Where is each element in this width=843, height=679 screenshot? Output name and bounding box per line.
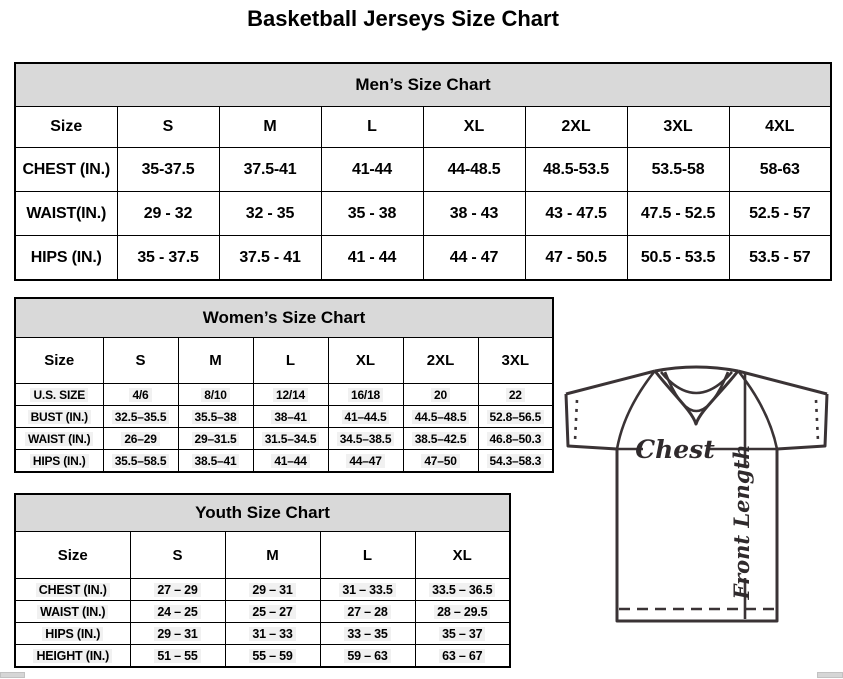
size-cell: 52.5 - 57 bbox=[729, 192, 831, 236]
size-cell: 47 - 50.5 bbox=[525, 236, 627, 281]
table-row bbox=[15, 623, 510, 645]
column-header: L bbox=[253, 338, 328, 384]
column-header: Size bbox=[15, 338, 103, 384]
horizontal-scrollbar-left-button[interactable] bbox=[0, 672, 25, 678]
cell-value: 24 – 25 bbox=[154, 605, 200, 619]
size-cell: 35-37.5 bbox=[117, 148, 219, 192]
row-label bbox=[15, 450, 103, 473]
cell-value: 44.5–48.5 bbox=[412, 410, 470, 424]
size-cell bbox=[403, 384, 478, 406]
cell-value: 12/14 bbox=[273, 388, 308, 402]
size-cell: 41-44 bbox=[321, 148, 423, 192]
table-row bbox=[15, 601, 510, 623]
size-cell bbox=[320, 601, 415, 623]
size-cell: 32 - 35 bbox=[219, 192, 321, 236]
size-cell: 37.5-41 bbox=[219, 148, 321, 192]
row-label bbox=[15, 645, 130, 668]
jersey-measurement-diagram bbox=[555, 358, 837, 628]
cell-value: 25 – 27 bbox=[249, 605, 295, 619]
cell-value: HEIGHT (IN.) bbox=[33, 649, 112, 663]
size-cell bbox=[130, 623, 225, 645]
front-length-label: Front Length bbox=[729, 444, 754, 600]
jersey-left-cuff-stitch bbox=[575, 400, 577, 441]
column-header: 4XL bbox=[729, 107, 831, 148]
cell-value: 35.5–58.5 bbox=[112, 454, 170, 468]
column-header: XL bbox=[415, 532, 510, 579]
cell-value: 55 – 59 bbox=[249, 649, 295, 663]
cell-value: 47–50 bbox=[421, 454, 459, 468]
cell-value: 33.5 – 36.5 bbox=[429, 583, 495, 597]
table-row bbox=[15, 148, 831, 192]
column-header: 2XL bbox=[525, 107, 627, 148]
cell-value: 35.5–38 bbox=[192, 410, 240, 424]
size-cell bbox=[403, 450, 478, 473]
table-row bbox=[15, 428, 553, 450]
column-header: 2XL bbox=[403, 338, 478, 384]
womens-size-table bbox=[14, 297, 554, 473]
cell-value: WAIST (IN.) bbox=[37, 605, 108, 619]
table-row bbox=[15, 579, 510, 601]
cell-value: 41–44.5 bbox=[342, 410, 390, 424]
size-cell: 47.5 - 52.5 bbox=[627, 192, 729, 236]
size-cell bbox=[415, 645, 510, 668]
cell-value: 31.5–34.5 bbox=[262, 432, 320, 446]
size-cell bbox=[328, 384, 403, 406]
cell-value: 51 – 55 bbox=[154, 649, 200, 663]
jersey-neck-top bbox=[655, 367, 738, 371]
size-cell: 58-63 bbox=[729, 148, 831, 192]
cell-value: 52.8–56.5 bbox=[487, 410, 545, 424]
cell-value: 44–47 bbox=[346, 454, 384, 468]
size-cell: 35 - 37.5 bbox=[117, 236, 219, 281]
size-cell bbox=[478, 406, 553, 428]
cell-value: 34.5–38.5 bbox=[337, 432, 395, 446]
jersey-right-sleeve bbox=[777, 394, 827, 449]
jersey-left-sleeve bbox=[566, 394, 617, 449]
row-label bbox=[15, 601, 130, 623]
jersey-collar-band-2 bbox=[665, 372, 728, 411]
mens-table-title: Men’s Size Chart bbox=[15, 63, 831, 107]
size-cell bbox=[103, 384, 178, 406]
cell-value: 46.8–50.3 bbox=[487, 432, 545, 446]
size-cell bbox=[253, 384, 328, 406]
size-cell bbox=[103, 450, 178, 473]
youth-table-title-row bbox=[15, 494, 510, 532]
cell-value: 27 – 29 bbox=[154, 583, 200, 597]
size-cell bbox=[478, 450, 553, 473]
cell-value: 35 – 37 bbox=[439, 627, 485, 641]
cell-value: 63 – 67 bbox=[439, 649, 485, 663]
cell-value: 29 – 31 bbox=[249, 583, 295, 597]
size-cell: 50.5 - 53.5 bbox=[627, 236, 729, 281]
size-cell: 44 - 47 bbox=[423, 236, 525, 281]
table-row bbox=[15, 192, 831, 236]
column-header: L bbox=[320, 532, 415, 579]
size-cell bbox=[225, 601, 320, 623]
size-cell bbox=[328, 450, 403, 473]
cell-value: 26–29 bbox=[121, 432, 159, 446]
size-cell bbox=[130, 645, 225, 668]
cell-value: 59 – 63 bbox=[344, 649, 390, 663]
row-label: HIPS (IN.) bbox=[15, 236, 117, 281]
column-header: S bbox=[130, 532, 225, 579]
row-label bbox=[15, 579, 130, 601]
column-header: M bbox=[219, 107, 321, 148]
cell-value: WAIST (IN.) bbox=[25, 432, 93, 446]
cell-value: BUST (IN.) bbox=[28, 410, 91, 424]
chest-label: Chest bbox=[635, 435, 715, 464]
table-row bbox=[15, 406, 553, 428]
table-row bbox=[15, 384, 553, 406]
cell-value: 20 bbox=[431, 388, 450, 402]
column-header: Size bbox=[15, 107, 117, 148]
cell-value: 29–31.5 bbox=[192, 432, 240, 446]
size-cell bbox=[403, 428, 478, 450]
column-header: Size bbox=[15, 532, 130, 579]
table-row bbox=[15, 450, 553, 473]
row-label bbox=[15, 384, 103, 406]
cell-value: 31 – 33 bbox=[249, 627, 295, 641]
cell-value: 31 – 33.5 bbox=[339, 583, 395, 597]
size-cell bbox=[328, 428, 403, 450]
size-cell bbox=[225, 623, 320, 645]
size-cell: 43 - 47.5 bbox=[525, 192, 627, 236]
page-title: Basketball Jerseys Size Chart bbox=[247, 6, 559, 31]
mens-size-table bbox=[14, 62, 832, 281]
column-header: L bbox=[321, 107, 423, 148]
size-cell bbox=[225, 645, 320, 668]
size-cell bbox=[403, 406, 478, 428]
size-cell bbox=[328, 406, 403, 428]
size-cell bbox=[103, 406, 178, 428]
size-cell: 44-48.5 bbox=[423, 148, 525, 192]
cell-value: 22 bbox=[506, 388, 525, 402]
row-label bbox=[15, 406, 103, 428]
table-row bbox=[15, 645, 510, 668]
size-cell bbox=[415, 601, 510, 623]
cell-value: CHEST (IN.) bbox=[36, 583, 110, 597]
womens-table-title-row bbox=[15, 298, 553, 338]
size-cell bbox=[253, 450, 328, 473]
size-cell bbox=[253, 428, 328, 450]
cell-value: 8/10 bbox=[201, 388, 230, 402]
size-cell: 53.5 - 57 bbox=[729, 236, 831, 281]
size-cell bbox=[225, 579, 320, 601]
column-header: 3XL bbox=[627, 107, 729, 148]
size-cell bbox=[253, 406, 328, 428]
size-cell bbox=[478, 384, 553, 406]
row-label bbox=[15, 623, 130, 645]
size-cell bbox=[478, 428, 553, 450]
cell-value: 33 – 35 bbox=[344, 627, 390, 641]
column-header: XL bbox=[423, 107, 525, 148]
table-row bbox=[15, 236, 831, 281]
cell-value: 41–44 bbox=[271, 454, 309, 468]
cell-value: 29 – 31 bbox=[154, 627, 200, 641]
cell-value: 16/18 bbox=[348, 388, 383, 402]
cell-value: 4/6 bbox=[129, 388, 151, 402]
cell-value: 54.3–58.3 bbox=[487, 454, 545, 468]
size-cell bbox=[178, 384, 253, 406]
size-cell bbox=[178, 406, 253, 428]
cell-value: 38.5–41 bbox=[192, 454, 240, 468]
youth-table-title: Youth Size Chart bbox=[15, 494, 510, 532]
size-cell bbox=[178, 450, 253, 473]
womens-header-row bbox=[15, 338, 553, 384]
row-label: CHEST (IN.) bbox=[15, 148, 117, 192]
womens-table-title: Women’s Size Chart bbox=[15, 298, 553, 338]
column-header: S bbox=[117, 107, 219, 148]
cell-value: 27 – 28 bbox=[344, 605, 390, 619]
column-header: M bbox=[178, 338, 253, 384]
column-header: M bbox=[225, 532, 320, 579]
size-cell bbox=[178, 428, 253, 450]
size-cell: 48.5-53.5 bbox=[525, 148, 627, 192]
size-cell bbox=[415, 579, 510, 601]
size-cell: 35 - 38 bbox=[321, 192, 423, 236]
cell-value: HIPS (IN.) bbox=[30, 454, 89, 468]
cell-value: 28 – 29.5 bbox=[434, 605, 490, 619]
horizontal-scrollbar-right-button[interactable] bbox=[817, 672, 843, 678]
column-header: S bbox=[103, 338, 178, 384]
row-label: WAIST(IN.) bbox=[15, 192, 117, 236]
column-header: XL bbox=[328, 338, 403, 384]
column-header: 3XL bbox=[478, 338, 553, 384]
size-cell: 29 - 32 bbox=[117, 192, 219, 236]
youth-size-table bbox=[14, 493, 511, 668]
size-cell bbox=[130, 601, 225, 623]
size-cell bbox=[320, 623, 415, 645]
row-label bbox=[15, 428, 103, 450]
cell-value: 38.5–42.5 bbox=[412, 432, 470, 446]
mens-table-title-row bbox=[15, 63, 831, 107]
youth-header-row bbox=[15, 532, 510, 579]
cell-value: HIPS (IN.) bbox=[42, 627, 103, 641]
size-cell: 37.5 - 41 bbox=[219, 236, 321, 281]
mens-header-row bbox=[15, 107, 831, 148]
size-cell bbox=[415, 623, 510, 645]
size-cell: 53.5-58 bbox=[627, 148, 729, 192]
jersey-right-cuff-stitch bbox=[816, 400, 818, 441]
cell-value: 38–41 bbox=[271, 410, 309, 424]
size-cell bbox=[320, 645, 415, 668]
size-cell: 38 - 43 bbox=[423, 192, 525, 236]
size-cell: 41 - 44 bbox=[321, 236, 423, 281]
cell-value: 32.5–35.5 bbox=[112, 410, 170, 424]
size-cell bbox=[320, 579, 415, 601]
cell-value: U.S. SIZE bbox=[30, 388, 88, 402]
size-cell bbox=[130, 579, 225, 601]
size-cell bbox=[103, 428, 178, 450]
